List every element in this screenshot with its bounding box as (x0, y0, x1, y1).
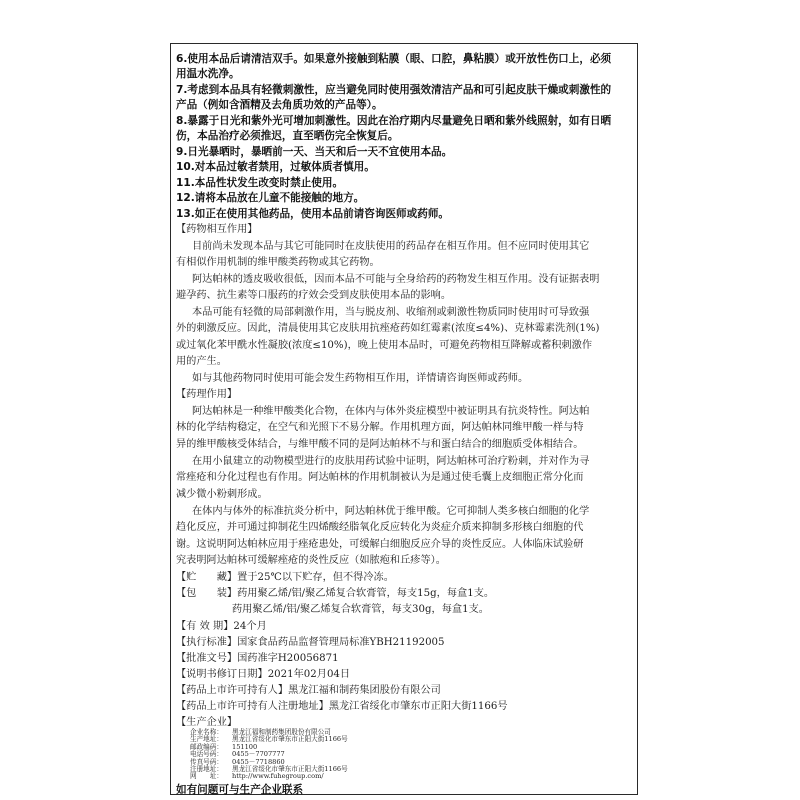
precaution-line: 6.使用本品后请清洁双手。如果意外接触到粘膜（眼、口腔，鼻粘膜）或开放性伤口上，必须 (176, 53, 612, 65)
approval-row (176, 652, 339, 665)
precaution-line: 产品（例如含酒精及去角质功效的产品等）。 (176, 99, 383, 111)
packaging-value: 药用聚乙烯/铝/聚乙烯复合软膏管，每支15g，每盒1支。 (237, 588, 495, 599)
packaging-value-2: 药用聚乙烯/铝/聚乙烯复合软膏管，每支30g，每盒1支。 (232, 604, 489, 615)
manufacturer-key: 注册地址： (190, 765, 223, 773)
standard-label: 【执行标准】 (176, 637, 238, 648)
manufacturer-key: 传真号码： (190, 757, 223, 766)
manufacturer-value: http://www.fuhegroup.com/ (232, 772, 324, 781)
manufacturer-value: 151100 (232, 742, 258, 751)
section-heading: 【药理作用】 (176, 389, 238, 400)
storage-value: 置于25℃以下贮存，但不得冷冻。 (237, 572, 394, 583)
validity-label: 【有 效 期】 (176, 621, 234, 632)
revision-value: 2021年02月04日 (267, 669, 351, 680)
approval-label: 【批准文号】 (176, 653, 238, 664)
interaction-line: 用的产生。 (176, 356, 227, 367)
manufacturer-value: 0455－7707777 (232, 750, 285, 759)
interaction-line: 目前尚未发现本品与其它可能同时在皮肤使用的药品存在相互作用。但不应同时使用其它 (192, 241, 590, 252)
interaction-line: 如与其他药物同时使用可能会发生药物相互作用，详情请咨询医师或药师。 (192, 373, 529, 384)
storage-label: 【贮 藏】 (176, 572, 238, 583)
pharmacology-line: 在体内与体外的标准抗炎分析中，阿达帕林优于维甲酸。它可抑制人类多核白细胞的化学 (192, 506, 590, 517)
pharmacology-line: 究表明阿达帕林可缓解痤疮的炎性反应（如脓疱和丘疹等）。 (176, 555, 446, 566)
validity-row (176, 620, 267, 633)
manufacturer-key: 企业名称： (190, 728, 223, 736)
interaction-line: 有相似作用机制的维甲酸类药物或其它药物。 (176, 257, 380, 268)
storage-row (176, 571, 394, 584)
precaution-line: 11.本品性状发生改变时禁止使用。 (176, 177, 344, 189)
approval-value: 国药准字H20056871 (237, 653, 339, 664)
manufacturer-value: 黑龙江省绥化市肇东市正阳大街1166号 (232, 765, 348, 773)
footer-note: 如有问题可与生产企业联系 (176, 784, 304, 796)
manufacturer-key: 邮政编码： (190, 742, 223, 751)
mah-row (176, 684, 441, 697)
manufacturer-value: 0455－7718860 (232, 757, 285, 766)
manufacturer-key: 生产地址： (190, 735, 223, 744)
section-heading: 【药物相互作用】 (176, 224, 258, 235)
packaging-row (176, 587, 494, 600)
revision-row (176, 668, 350, 681)
precaution-line: 9.日光暴晒时，暴晒前一天、当天和后一天不宜使用本品。 (176, 146, 453, 158)
standard-value: 国家食品药品监督管理局标准YBH21192005 (237, 637, 445, 648)
precaution-line: 伤，本品治疗必须推迟，直至晒伤完全恢复后。 (176, 130, 399, 142)
section-heading: 【生产企业】 (176, 717, 238, 728)
validity-value: 24个月 (233, 621, 267, 632)
packaging-label: 【包 装】 (176, 588, 238, 599)
precaution-line: 13.如正在使用其他药品，使用本品前请咨询医师或药师。 (176, 208, 450, 220)
precaution-line: 用温水洗净。 (176, 68, 240, 80)
pharmacology-line: 林的化学结构稳定，在空气和光照下不易分解。作用机理方面，阿达帕林同维甲酸一样与特 (176, 422, 584, 433)
manufacturer-key: 网 址： (190, 772, 223, 781)
pharmacology-line: 在用小鼠建立的动物模型进行的皮肤用药试验中证明，阿达帕林可治疗粉刺，并对作为寻 (192, 456, 590, 467)
pharmacology-line: 谢。这说明阿达帕林应用于痤疮患处，可缓解白细胞反应介导的炎性反应。人体临床试验研 (176, 539, 584, 550)
precaution-line: 12.请将本品放在儿童不能接触的地方。 (176, 192, 365, 204)
pharmacology-line: 趋化反应，并可通过抑制花生四烯酸经脂氧化反应转化为炎症介质来抑制多形核白细胞的代 (176, 522, 584, 533)
mah-address-value: 黑龙江省绥化市肇东市正阳大街1166号 (328, 701, 508, 712)
interaction-line: 外的刺激反应。因此，清晨使用其它皮肤用抗痤疮药如红霉素(浓度≤4%)、克林霉素洗剂(1%) (176, 323, 600, 334)
standard-row (176, 636, 445, 649)
precaution-line: 7.考虑到本品具有轻微刺激性，应当避免同时使用强效清洁产品和可引起皮肤干燥或刺激性的 (176, 84, 612, 96)
mah-label: 【药品上市许可持有人】 (176, 685, 289, 696)
manufacturer-value: 黑龙江福和制药集团股份有限公司 (232, 728, 331, 736)
pharmacology-line: 减少微小粉刺形成。 (176, 489, 268, 500)
precaution-line: 8.暴露于日光和紫外光可增加刺激性。因此在治疗期内尽量避免日晒和紫外线照射，如有日晒 (176, 115, 612, 127)
manufacturer-key: 电话号码： (190, 750, 223, 759)
manufacturer-row (190, 773, 324, 780)
interaction-line: 本品可能有轻微的局部刺激作用，当与脱皮剂、收缩剂或刺激性物质同时使用时可导致强 (192, 307, 590, 318)
interaction-line: 阿达帕林的透皮吸收很低，因而本品不可能与全身给药的药物发生相互作用。没有证据表明 (192, 274, 600, 285)
interaction-line: 或过氧化苯甲酰水性凝胶(浓度≤10%)，晚上使用本品时，可避免药物相互降解或蓄积刺激作 (176, 340, 593, 351)
pharmacology-line: 异的维甲酸核受体结合，与维甲酸不同的是阿达帕林不与和蛋白结合的细胞质受体相结合。 (176, 439, 584, 450)
pharmacology-line: 常痤疮和分化过程也有作用。阿达帕林的作用机制被认为是通过使毛囊上皮细胞正常分化而 (176, 472, 584, 483)
pharmacology-line: 阿达帕林是一种维甲酸类化合物，在体内与体外炎症模型中被证明具有抗炎特性。阿达帕 (192, 406, 590, 417)
mah-address-row (176, 700, 508, 713)
manufacturer-value: 黑龙江省绥化市肇东市正阳大街1166号 (232, 735, 348, 744)
revision-label: 【说明书修订日期】 (176, 669, 268, 680)
interaction-line: 避孕药、抗生素等口服药的疗效会受到皮肤使用本品的影响。 (176, 290, 452, 301)
precaution-line: 10.对本品过敏者禁用，过敏体质者慎用。 (176, 161, 375, 173)
mah-value: 黑龙江福和制药集团股份有限公司 (288, 685, 441, 696)
mah-address-label: 【药品上市许可持有人注册地址】 (176, 701, 329, 712)
